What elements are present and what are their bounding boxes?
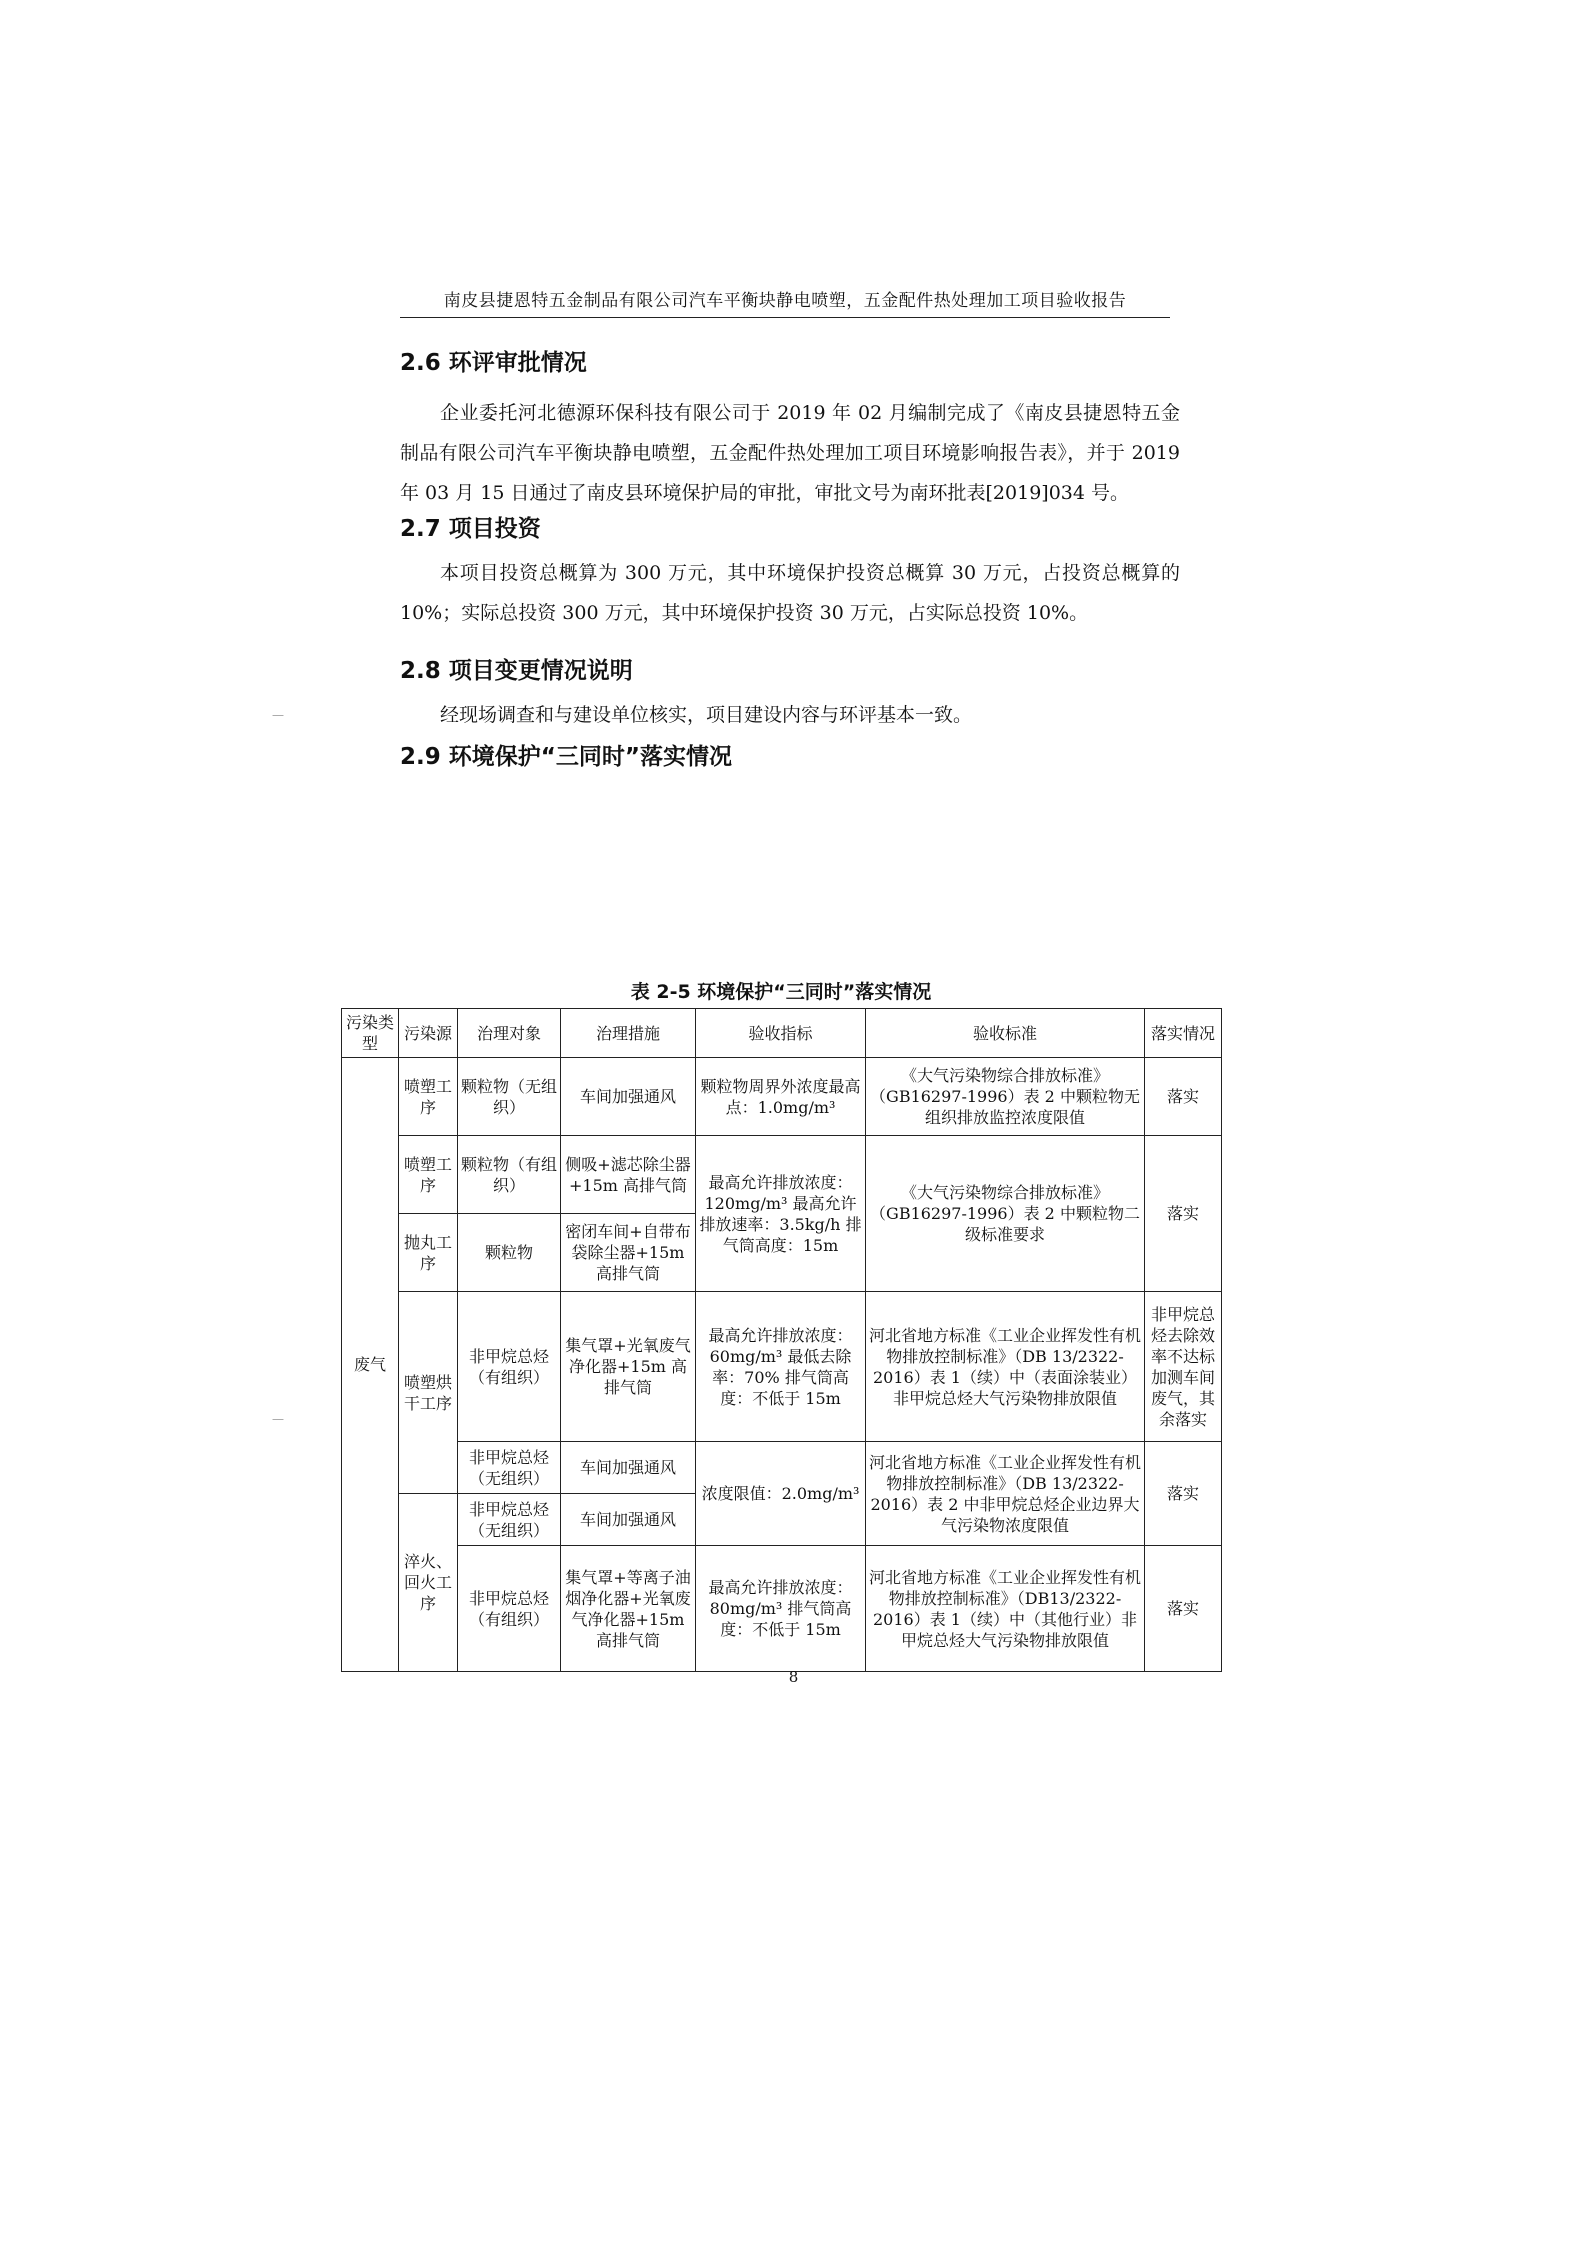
standard-cell: 河北省地方标准《工业企业挥发性有机物排放控制标准》（DB13/2322-2016）表 1（续）中（其他行业）非甲烷总烃大气污染物排放限值 xyxy=(866,1546,1145,1672)
source-cell: 喷塑工序 xyxy=(399,1136,458,1214)
source-cell: 淬火、回火工序 xyxy=(399,1494,458,1672)
header-cell: 验收指标 xyxy=(696,1009,866,1058)
scan-mark: — xyxy=(272,1412,284,1426)
running-header: 南皮县捷恩特五金制品有限公司汽车平衡块静电喷塑，五金配件热处理加工项目验收报告 xyxy=(400,286,1170,318)
section-2-9-title: 2.9 环境保护“三同时”落实情况 xyxy=(400,744,732,770)
indicator-cell: 最高允许排放浓度：120mg/m³ 最高允许排放速率：3.5kg/h 排气筒高度：15m xyxy=(696,1136,866,1292)
measure-cell: 侧吸+滤芯除尘器+15m 高排气筒 xyxy=(561,1136,696,1214)
document-body xyxy=(400,345,1180,775)
standard-cell: 《大气污染物综合排放标准》（GB16297-1996）表 2 中颗粒物无组织排放监控浓度限值 xyxy=(866,1058,1145,1136)
pollution-type-cell: 废气 xyxy=(342,1058,399,1672)
table-row xyxy=(342,1292,1222,1442)
indicator-cell: 颗粒物周界外浓度最高点：1.0mg/m³ xyxy=(696,1058,866,1136)
status-cell: 落实 xyxy=(1145,1546,1222,1672)
measure-cell: 集气罩+光氧废气净化器+15m 高排气筒 xyxy=(561,1292,696,1442)
header-cell: 验收标准 xyxy=(866,1009,1145,1058)
header-cell: 污染类型 xyxy=(342,1009,399,1058)
standard-cell: 河北省地方标准《工业企业挥发性有机物排放控制标准》（DB 13/2322-2016）表 2 中非甲烷总烃企业边界大气污染物浓度限值 xyxy=(866,1442,1145,1546)
section-2-6-body: 企业委托河北德源环保科技有限公司于 2019 年 02 月编制完成了《南皮县捷恩特五金制品有限公司汽车平衡块静电喷塑，五金配件热处理加工项目环境影响报告表》，并于 2019 年 03 月 15 日通过了南皮县环境保护局的审批，审批文号为南环批表[2019]034 号。 xyxy=(400,402,1180,504)
measure-cell: 密闭车间+自带布袋除尘器+15m 高排气筒 xyxy=(561,1214,696,1292)
section-2-6-title: 2.6 环评审批情况 xyxy=(400,350,587,376)
header-cell: 污染源 xyxy=(399,1009,458,1058)
standard-cell: 《大气污染物综合排放标准》（GB16297-1996）表 2 中颗粒物二级标准要求 xyxy=(866,1136,1145,1292)
table-header-row xyxy=(342,1009,1222,1058)
status-cell: 落实 xyxy=(1145,1058,1222,1136)
measure-cell: 集气罩+等离子油烟净化器+光氧废气净化器+15m 高排气筒 xyxy=(561,1546,696,1672)
section-2-7-title: 2.7 项目投资 xyxy=(400,516,541,542)
indicator-cell: 浓度限值：2.0mg/m³ xyxy=(696,1442,866,1546)
table-container xyxy=(341,967,1221,1672)
target-cell: 颗粒物 xyxy=(458,1214,561,1292)
target-cell: 非甲烷总烃（无组织） xyxy=(458,1494,561,1546)
table-caption: 表 2-5 环境保护“三同时”落实情况 xyxy=(630,981,932,1003)
header-cell: 治理对象 xyxy=(458,1009,561,1058)
measure-cell: 车间加强通风 xyxy=(561,1058,696,1136)
source-cell: 抛丸工序 xyxy=(399,1214,458,1292)
target-cell: 非甲烷总烃（无组织） xyxy=(458,1442,561,1494)
indicator-cell: 最高允许排放浓度：80mg/m³ 排气筒高度：不低于 15m xyxy=(696,1546,866,1672)
measure-cell: 车间加强通风 xyxy=(561,1442,696,1494)
status-cell: 落实 xyxy=(1145,1136,1222,1292)
standard-cell: 河北省地方标准《工业企业挥发性有机物排放控制标准》（DB 13/2322-2016）表 1（续）中（表面涂装业）非甲烷总烃大气污染物排放限值 xyxy=(866,1292,1145,1442)
header-cell: 落实情况 xyxy=(1145,1009,1222,1058)
section-2-8-body: 经现场调查和与建设单位核实，项目建设内容与环评基本一致。 xyxy=(440,704,973,726)
target-cell: 颗粒物（无组织） xyxy=(458,1058,561,1136)
scan-mark: — xyxy=(272,708,284,722)
indicator-cell: 最高允许排放浓度：60mg/m³ 最低去除率：70% 排气筒高度：不低于 15m xyxy=(696,1292,866,1442)
page-number: 8 xyxy=(788,1668,799,1686)
status-cell: 落实 xyxy=(1145,1442,1222,1546)
table-row xyxy=(342,1442,1222,1494)
status-cell: 非甲烷总烃去除效率不达标加测车间废气，其余落实 xyxy=(1145,1292,1222,1442)
header-cell: 治理措施 xyxy=(561,1009,696,1058)
source-cell: 喷塑工序 xyxy=(399,1058,458,1136)
target-cell: 非甲烷总烃（有组织） xyxy=(458,1546,561,1672)
three-simultaneous-table xyxy=(341,1008,1222,1672)
section-2-7-body: 本项目投资总概算为 300 万元，其中环境保护投资总概算 30 万元，占投资总概算的 10%；实际总投资 300 万元，其中环境保护投资 30 万元，占实际总投资 10%。 xyxy=(400,562,1180,624)
section-2-8-title: 2.8 项目变更情况说明 xyxy=(400,658,633,684)
table-row xyxy=(342,1546,1222,1672)
target-cell: 非甲烷总烃（有组织） xyxy=(458,1292,561,1442)
target-cell: 颗粒物（有组织） xyxy=(458,1136,561,1214)
source-cell: 喷塑烘干工序 xyxy=(399,1292,458,1494)
table-row xyxy=(342,1136,1222,1214)
measure-cell: 车间加强通风 xyxy=(561,1494,696,1546)
table-row xyxy=(342,1058,1222,1136)
